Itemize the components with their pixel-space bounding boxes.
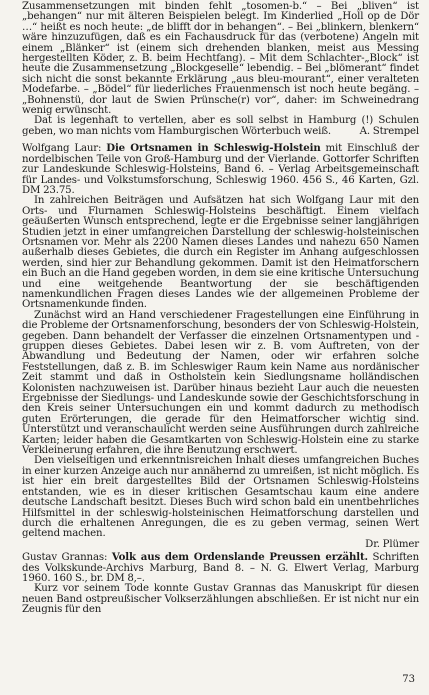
paragraph-closing-remark	[22, 116, 419, 137]
signature-strempel: A. Strempel	[359, 125, 419, 137]
review-publication-grannas: Schriften des Volkskunde-Archivs Marburg, Band 8. – N. G. Elwert Verlag, Marburg 1960. 160 S., br. DM 8,–.	[22, 552, 419, 584]
review-author-grannas: Gustav Grannas:	[22, 552, 108, 564]
paragraph-dictionary-notes: Zusammensetzungen mit binden fehlt „tosomen-b.“ – Bei „bliven“ ist „behangen“ nur mit älteren Beispielen belegt. Im Kinderlied „Holl op de Dör …“ heißt es noch heute: „de blifft dor in behangen“. – Bei „blinkern, blenkern“ wäre hinzuzufügen, daß es ein Fachausdruck für das (verbotene) Angeln mit einem „Blänker“ ist (einem sich drehenden blanken, meist aus Messing hergestellten Köder, z. B. beim Hechtfang). – Mit dem Schlachter-„Block“ ist heute die Zusammensetzung „Blockgeselle“ lebendig. – Bei „blömerant“ findet sich nicht die sonst bekannte Erklärung „aus bleu-mourant“, einer veralteten Modefarbe. – „Bödel“ für liederliches Frauenmensch ist noch heute begäng. – „Bohnenstü, dor laut de Swien Prünsche(r) vor“, daher: im Schweinedrang wenig erwünscht.	[22, 1, 419, 117]
page-number: 73	[402, 674, 415, 685]
closing-remark-text: Dat is legenhaft to vertellen, aber es soll selbst in Hamburg (!) Schulen geben, wo man nichts vom Hamburgischen Wörterbuch weiß.	[22, 115, 419, 137]
review-title-grannas: Volk aus dem Ordenslande Preussen erzählt.	[111, 551, 368, 564]
review-author-laur: Wolfgang Laur:	[22, 143, 102, 155]
review-heading-grannas	[22, 552, 419, 584]
review-laur-paragraph-3: Den vielseitigen und erkenntnisreichen Inhalt dieses umfangreichen Buches in einer kurzen Anzeige auch nur annähernd zu umreißen, ist nicht möglich. Es ist hier ein breit dargestelltes Bild der Ortsnamen Schleswig-Holsteins entstanden, wie es in dieser kritischen Gesamtschau kaum eine andere deutsche Landschaft besitzt. Dieses Buch wird schon bald ein unentbehrliches Hilfsmittel in der schleswig-holsteinischen Heimatforschung darstellen und durch die erhaltenen Anregungen, die es zu geben vermag, seinen Wert geltend machen.	[22, 455, 419, 540]
review-title-laur: Die Ortsnamen in Schleswig-Holstein	[106, 142, 321, 155]
signature-pluemer: Dr. Plümer	[365, 538, 419, 550]
review-heading-laur	[22, 143, 419, 196]
review-grannas-paragraph-1: Kurz vor seinem Tode konnte Gustav Grannas das Manuskript für diesen neuen Band ostpreußischer Volkserzählungen abschließen. Er ist nicht nur ein Zeugnis für den	[22, 583, 419, 616]
review-laur-paragraph-2: Zunächst wird an Hand verschiedener Fragestellungen eine Einführung in die Probleme der Ortsnamenforschung, besonders der von Schleswig-Holstein, gegeben. Dann behandelt der Verfasser die einzelnen Ortsnamentypen und -gruppen dieses Gebietes. Dabei lesen wir z. B. vom Auftreten, von der Abwandlung und Bedeutung der Namen, oder wir erfahren solche Feststellungen, daß z. B. im Schleswiger Raum kein Name aus nordänischer Zeit stammt und daß in Ostholstein kein Siedlungsname holländischen Kolonisten nachzuweisen ist. Darüber hinaus bezieht Laur auch die neuesten Ergebnisse der Siedlungs- und Landeskunde sowie der Geschichtsforschung in den Kreis seiner Untersuchungen ein und kommt dadurch zu methodisch guten Erörterungen, die gerade für den Heimatforscher wichtig sind. Unterstützt und veranschaulicht werden seine Ausführungen durch zahlreiche Karten; leider haben die Gesamtkarten von Schleswig-Holstein eine zu starke Verkleinerung erfahren, die ihre Benutzung erschwert.	[22, 309, 419, 457]
review-publication-laur: mit Einschluß der nordelbischen Teile von Groß-Hamburg und der Vierlande. Gottorfer Schriften zur Landeskunde Schleswig-Holsteins, Band 6. – Verlag Arbeitsgemeinschaft für Landes- und Volkstumsforschung, Schleswig 1960. 456 S., 46 Karten, Gzl. DM 23.75.	[22, 143, 419, 196]
review-laur-paragraph-1: In zahlreichen Beiträgen und Aufsätzen hat sich Wolfgang Laur mit den Orts- und Flurnamen Schleswig-Holsteins beschäftigt. Einem vielfach geäußerten Wunsch entsprechend, legte er die Ergebnisse seiner langjährigen Studien jetzt in einer umfangreichen Darstellung der schleswig-holsteinischen Ortsnamen vor. Mehr als 2200 Namen dieses Landes und nahezu 650 Namen außerhalb dieses Gebietes, die durch ein Register im Anhang aufgeschlossen werden, sind hier zur Behandlung gekommen. Damit ist den Heimatforschern ein Buch an die Hand gegeben worden, in dem sie eine kritische Untersuchung und eine weitgehende Beantwortung der sie beschäftigenden namenkundlichen Fragen dieses Landes wie der allgemeinen Probleme der Ortsnamenkunde finden.	[22, 195, 419, 311]
